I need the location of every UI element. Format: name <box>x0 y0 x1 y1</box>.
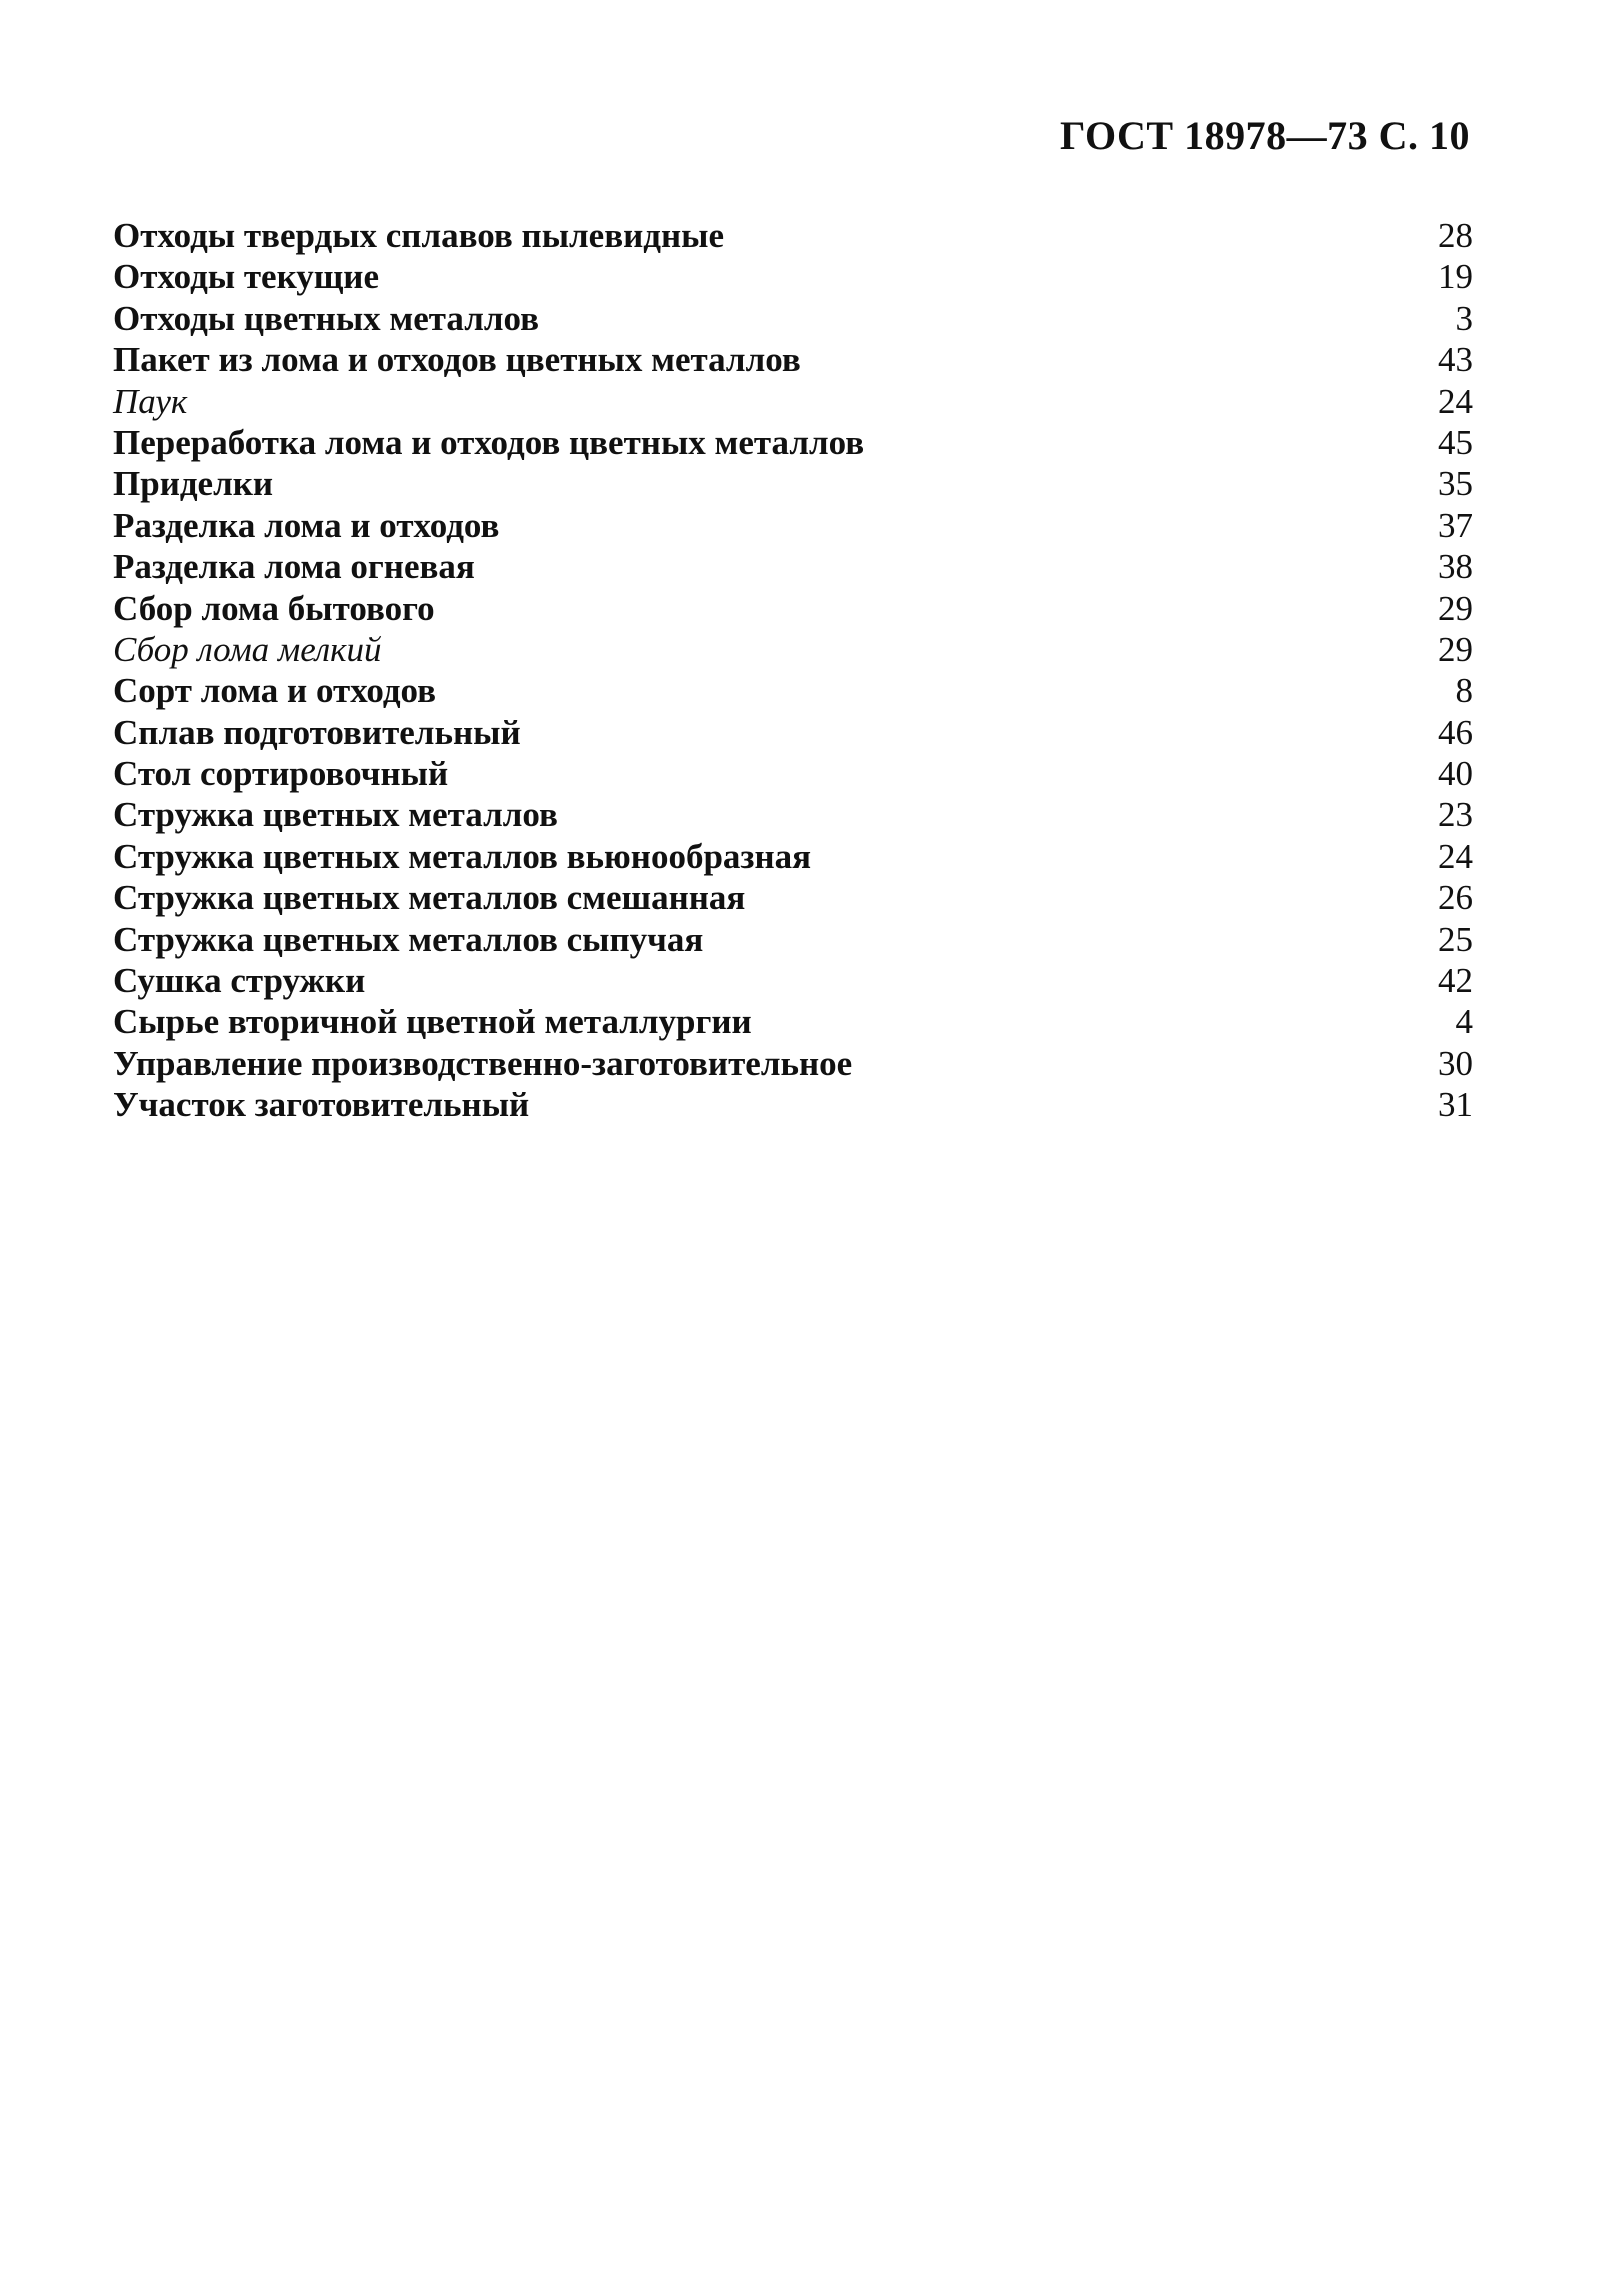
index-term: Сорт лома и отходов <box>113 671 437 711</box>
index-page-number: 19 <box>1438 257 1473 297</box>
index-page-number: 43 <box>1438 340 1473 380</box>
index-entry <box>113 588 1473 629</box>
index-page-number: 24 <box>1438 381 1473 421</box>
index-term: Сплав подготовительный <box>113 712 521 752</box>
index-term: Отходы твердых сплавов пылевидные <box>113 216 725 255</box>
index-entry <box>113 670 1473 711</box>
index-term: Стружка цветных металлов смешанная <box>113 878 746 918</box>
index-term: Стружка цветных металлов сыпучая <box>113 919 704 959</box>
index-page-number: 35 <box>1438 464 1473 504</box>
index-page-number: 38 <box>1438 547 1473 587</box>
index-entry <box>113 298 1473 339</box>
index-term: Стол сортировочный <box>113 754 449 794</box>
index-entry <box>113 339 1473 380</box>
index-page-number: 3 <box>1455 298 1473 338</box>
index-entry <box>113 1043 1473 1084</box>
index-entry <box>113 753 1473 794</box>
index-term: Участок заготовительный <box>113 1085 530 1125</box>
index-entry <box>113 919 1473 960</box>
index-term: Управление производственно-заготовительное <box>113 1043 853 1083</box>
index-entry <box>113 1084 1473 1125</box>
index-term: Разделка лома огневая <box>113 547 475 587</box>
index-entry <box>113 794 1473 835</box>
index-term: Паук <box>113 381 188 421</box>
index-term: Сырье вторичной цветной металлургии <box>113 1002 752 1042</box>
index-term: Отходы цветных металлов <box>113 298 539 338</box>
index-page-number: 29 <box>1438 629 1473 669</box>
index-term: Отходы текущие <box>113 257 380 297</box>
index-page-number: 25 <box>1438 919 1473 959</box>
index-page-number: 37 <box>1438 505 1473 545</box>
index-term: Сушка стружки <box>113 961 366 1001</box>
index-term: Пакет из лома и отходов цветных металлов <box>113 340 801 380</box>
index-entry <box>113 546 1473 587</box>
index-entry <box>113 629 1473 670</box>
index-entry <box>113 960 1473 1001</box>
index-page-number: 42 <box>1438 961 1473 1001</box>
index-term: Стружка цветных металлов <box>113 795 558 835</box>
index-page-number: 28 <box>1438 216 1473 255</box>
index-page-number: 29 <box>1438 588 1473 628</box>
index-list <box>113 215 1473 1126</box>
index-page-number: 46 <box>1438 712 1473 752</box>
index-page-number: 4 <box>1455 1002 1473 1042</box>
index-entry <box>113 877 1473 918</box>
index-page-number: 23 <box>1438 795 1473 835</box>
index-entry <box>113 215 1473 256</box>
index-term: Разделка лома и отходов <box>113 505 500 545</box>
index-page-number: 24 <box>1438 836 1473 876</box>
page-header: ГОСТ 18978—73 С. 10 <box>1059 113 1470 158</box>
index-entry <box>113 256 1473 297</box>
index-page-number: 40 <box>1438 754 1473 794</box>
index-entry <box>113 712 1473 753</box>
index-entry <box>113 422 1473 463</box>
index-entry <box>113 381 1473 422</box>
index-term: Переработка лома и отходов цветных металлов <box>113 422 865 462</box>
index-page-number: 30 <box>1438 1043 1473 1083</box>
index-page-number: 45 <box>1438 422 1473 462</box>
index-page-number: 8 <box>1455 671 1473 711</box>
index-entry <box>113 836 1473 877</box>
index-entry <box>113 505 1473 546</box>
index-entry <box>113 463 1473 504</box>
index-entry <box>113 1001 1473 1042</box>
index-page-number: 26 <box>1438 878 1473 918</box>
index-page-number: 31 <box>1438 1085 1473 1125</box>
index-term: Приделки <box>113 464 274 504</box>
index-term: Сбор лома бытового <box>113 588 435 628</box>
index-term: Сбор лома мелкий <box>113 629 382 669</box>
index-term: Стружка цветных металлов вьюнообразная <box>113 836 812 876</box>
